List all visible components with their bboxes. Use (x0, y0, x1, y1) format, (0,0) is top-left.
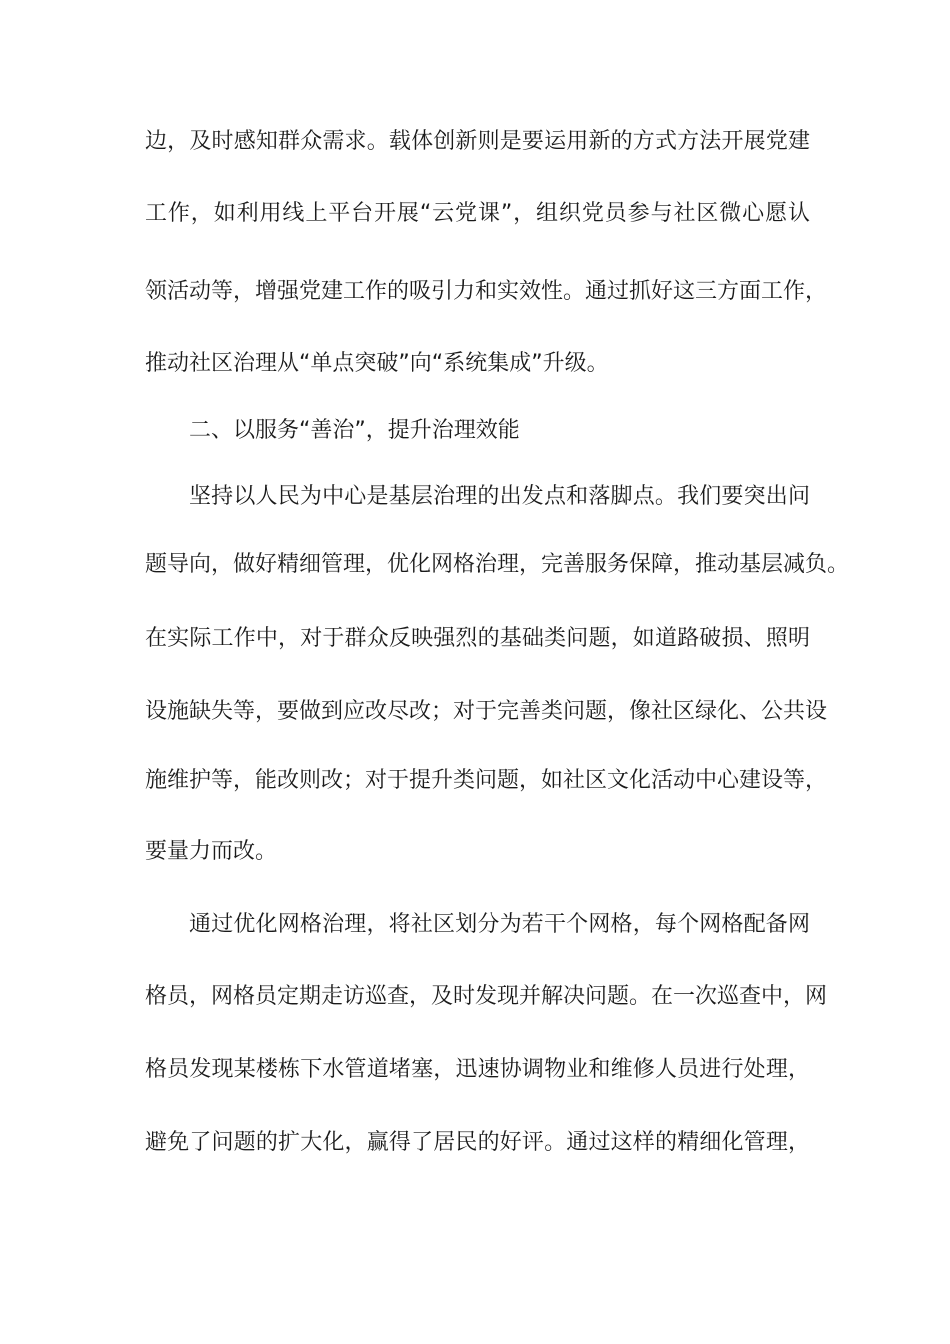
paragraph-start-line: 通过优化网格治理，将社区划分为若干个网格，每个网格配备网 (189, 912, 810, 937)
paragraph-start-line: 坚持以人民为中心是基层治理的出发点和落脚点。我们要突出问 (189, 484, 810, 509)
text-line-7: 题导向，做好精细管理，优化网格治理，完善服务保障，推动基层减负。 (145, 552, 850, 577)
text-line-4: 推动社区治理从“单点突破”向“系统集成”升级。 (145, 351, 609, 376)
text-line-15: 避免了问题的扩大化，赢得了居民的好评。通过这样的精细化管理， (145, 1130, 810, 1155)
text-line-10: 施维护等，能改则改；对于提升类问题，如社区文化活动中心建设等， (145, 768, 828, 793)
text-line-13: 格员，网格员定期走访巡查，及时发现并解决问题。在一次巡查中，网 (145, 984, 828, 1009)
text-line-14: 格员发现某楼栋下水管道堵塞，迅速协调物业和维修人员进行处理， (145, 1057, 810, 1082)
text-line-11: 要量力而改。 (145, 839, 278, 864)
text-line-9: 设施缺失等，要做到应改尽改；对于完善类问题，像社区绿化、公共设 (145, 699, 828, 724)
text-line-1: 边，及时感知群众需求。载体创新则是要运用新的方式方法开展党建 (145, 129, 810, 154)
section-heading: 二、以服务“善治”，提升治理效能 (189, 418, 520, 443)
text-line-2: 工作，如利用线上平台开展“云党课”，组织党员参与社区微心愿认 (145, 201, 810, 226)
text-line-8: 在实际工作中，对于群众反映强烈的基础类问题，如道路破损、照明 (145, 626, 810, 651)
text-line-3: 领活动等，增强党建工作的吸引力和实效性。通过抓好这三方面工作， (145, 279, 828, 304)
